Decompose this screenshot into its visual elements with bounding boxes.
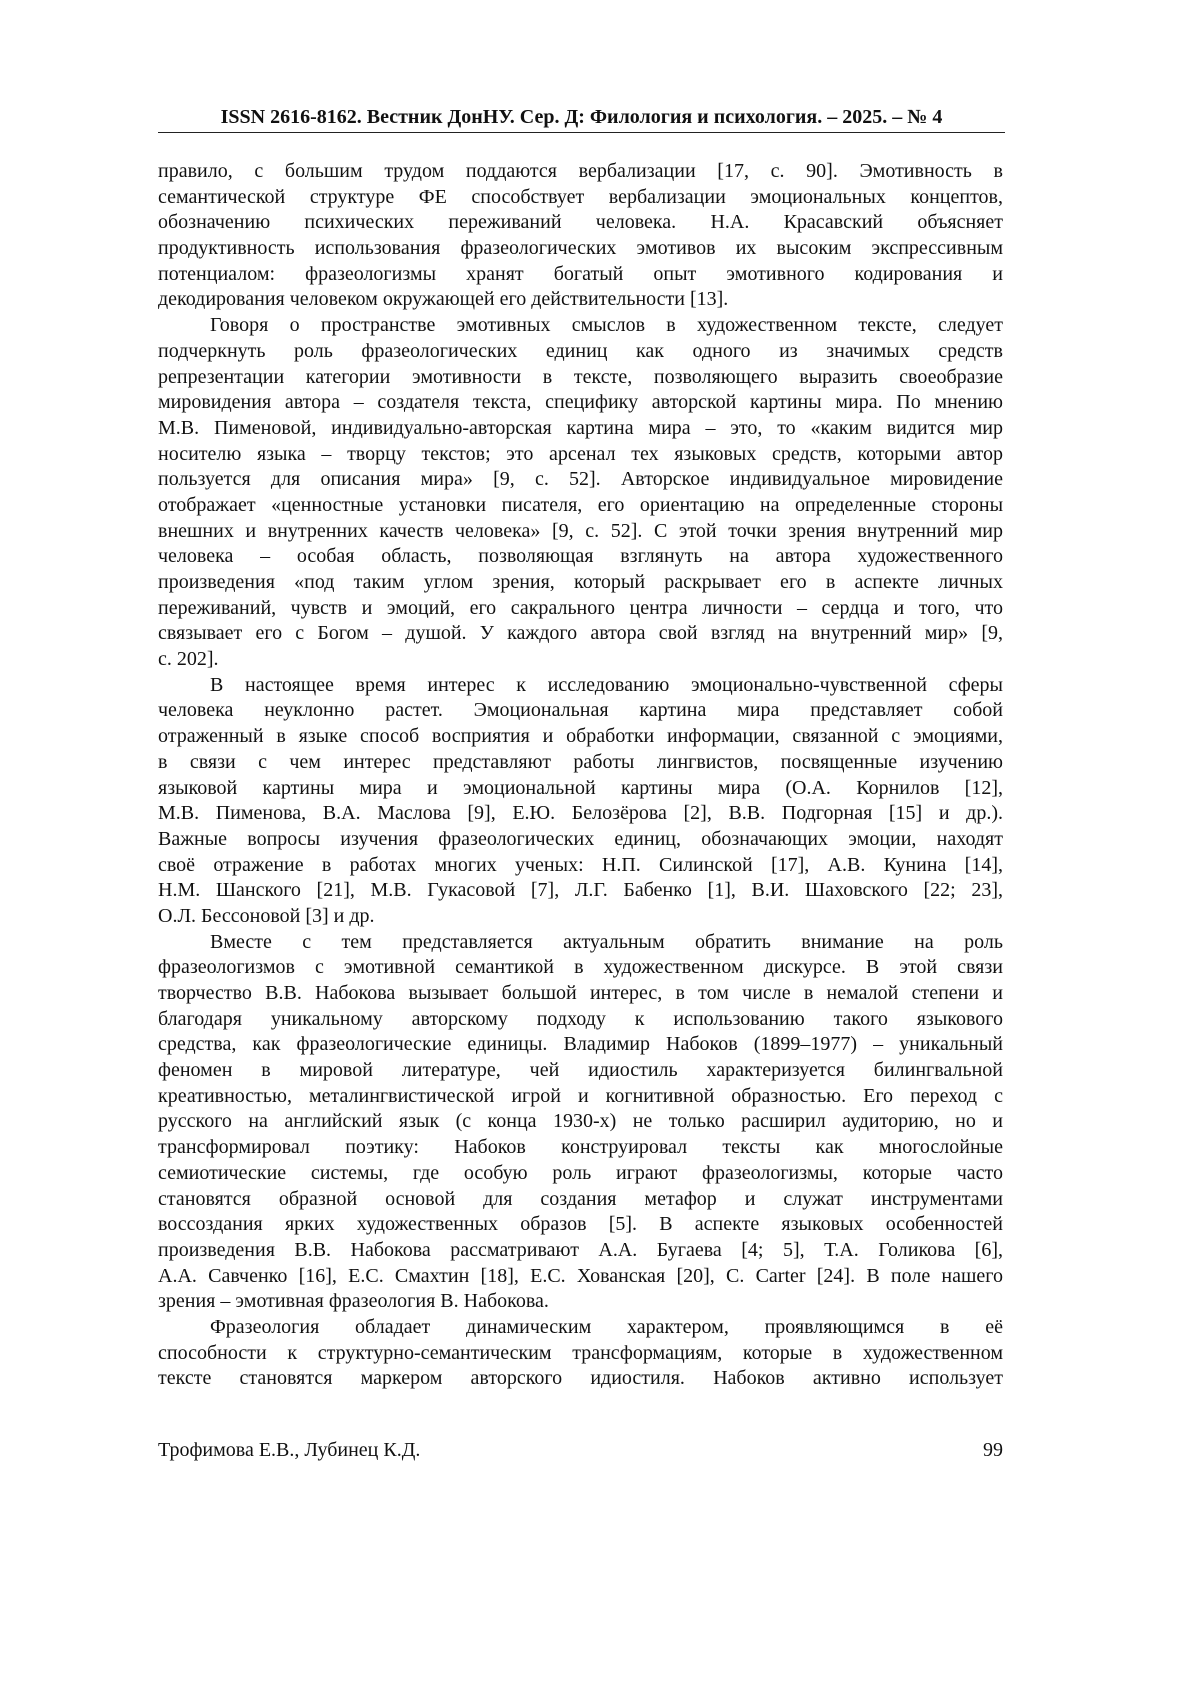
text-line: Важные вопросы изучения фразеологических единиц, обозначающих эмоции, находят [158,827,1003,850]
text-line: А.А. Савченко [16], Е.С. Смахтин [18], Е.С. Хованская [20], C. Carter [24]. В поле нашего [158,1264,1003,1287]
text-line: трансформировал поэтику: Набоков конструировал тексты как многослойные [158,1136,1003,1159]
text-line: с. 202]. [158,648,219,671]
text-line: обозначению психических переживаний человека. Н.А. Красавский объясняет [158,211,1003,234]
text-line: человека неуклонно растет. Эмоциональная картина мира представляет собой [158,699,1003,722]
text-line: фразеологизмов с эмотивной семантикой в художественном дискурсе. В этой связи [158,956,1003,979]
text-line: продуктивность использования фразеологических эмотивов их высоким экспрессивным [158,237,1003,260]
text-line: средства, как фразеологические единицы. Владимир Набоков (1899–1977) – уникальный [158,1033,1003,1056]
text-line: тексте становятся маркером авторского идиостиля. Набоков активно использует [158,1367,1003,1390]
text-line: произведения «под таким углом зрения, который раскрывает его в аспекте личных [158,571,1003,593]
text-line: русского на английский язык (с конца 1930-х) не только расширил аудиторию, но и [158,1110,1003,1133]
text-line: связывает его с Богом – душой. У каждого автора свой взгляд на внутренний мир» [9, [158,622,1003,645]
text-line: своё отражение в работах многих ученых: Н.П. Силинской [17], А.В. Кунина [14], [158,853,1003,876]
text-line: творчество В.В. Набокова вызывает большой интерес, в том числе в немалой степени и [158,982,1003,1004]
text-line: декодирования человеком окружающей его действительности [13]. [158,288,729,311]
page-footer [158,1437,1003,1463]
text-line: мировидения автора – создателя текста, специфику авторской картины мира. По мнению [158,391,1003,414]
text-line: переживаний, чувств и эмоций, его сакрального центра личности – сердца и того, что [158,596,1003,619]
text-line: становятся образной основой для создания метафор и служат инструментами [158,1187,1003,1210]
text-line: Говоря о пространстве эмотивных смыслов в художественном тексте, следует [210,314,1003,337]
text-line: внешних и внутренних качеств человека» [9, с. 52]. С этой точки зрения внутренний мир [158,519,1003,542]
text-line: отраженный в языке способ восприятия и обработки информации, связанной с эмоциями, [158,725,1003,748]
paragraph [158,159,1003,313]
text-line: Вместе с тем представляется актуальным обратить внимание на роль [210,930,1003,953]
text-line: репрезентации категории эмотивности в тексте, позволяющего выразить своеобразие [158,365,1003,388]
paragraph [158,313,1003,673]
page-number: 99 [983,1439,1003,1461]
text-line: креативностью, металингвистической игрой и когнитивной образностью. Его переход с [158,1084,1003,1107]
text-line: зрения – эмотивная фразеология В. Набокова. [158,1290,549,1313]
text-line: О.Л. Бессоновой [3] и др. [158,904,375,927]
paragraph [158,673,1003,930]
text-line: Н.М. Шанского [21], М.В. Гукасовой [7], Л.Г. Бабенко [1], В.И. Шаховского [22; 23], [158,879,1003,902]
text-line: потенциалом: фразеологизмы хранят богатый опыт эмотивного кодирования и [158,262,1003,285]
text-line: семиотические системы, где особую роль играют фразеологизмы, которые часто [158,1161,1003,1184]
text-line: М.В. Пименова, В.А. Маслова [9], Е.Ю. Белозёрова [2], В.В. Подгорная [15] и др.). [158,802,1003,825]
text-line: В настоящее время интерес к исследованию эмоционально-чувственной сферы [210,673,1003,696]
text-line: благодаря уникальному авторскому подходу к использованию такого языкового [158,1007,1003,1030]
footer-authors: Трофимова Е.В., Лубинец К.Д. [158,1439,421,1461]
text-line: воссоздания ярких художественных образов [5]. В аспекте языковых особенностей [158,1213,1003,1236]
text-line: отображает «ценностные установки писателя, его ориентацию на определенные стороны [158,493,1003,516]
article-body [158,159,1003,1392]
running-header [158,104,1005,133]
text-line: носителю языка – творцу текстов; это арсенал тех языковых средств, которыми автор [158,442,1003,465]
text-line: пользуется для описания мира» [9, с. 52]. Авторское индивидуальное мировидение [158,468,1003,491]
text-line: языковой картины мира и эмоциональной картины мира (О.А. Корнилов [12], [158,776,1003,799]
text-line: способности к структурно-семантическим трансформациям, которые в художественном [158,1341,1003,1364]
text-line: человека – особая область, позволяющая взглянуть на автора художественного [158,545,1003,568]
text-line: Фразеология обладает динамическим характером, проявляющимся в её [210,1315,1003,1338]
text-line: М.В. Пименовой, индивидуально-авторская картина мира – это, то «каким видится мир [158,416,1003,439]
text-line: феномен в мировой литературе, чей идиостиль характеризуется билингвальной [158,1059,1003,1082]
text-line: подчеркнуть роль фразеологических единиц как одного из значимых средств [158,339,1003,362]
text-line: семантической структуре ФЕ способствует вербализации эмоциональных концептов, [158,185,1003,208]
text-line: в связи с чем интерес представляют работы лингвистов, посвященные изучению [158,750,1003,773]
text-line: правило, с большим трудом поддаются вербализации [17, с. 90]. Эмотивность в [158,160,1003,182]
text-line: произведения В.В. Набокова рассматривают А.А. Бугаева [4; 5], Т.А. Голикова [6], [158,1238,1003,1261]
journal-title: ISSN 2616-8162. Вестник ДонНУ. Сер. Д: Филология и психология. – 2025. – № 4 [220,106,943,128]
paragraph [158,1315,1003,1392]
paragraph [158,930,1003,1315]
